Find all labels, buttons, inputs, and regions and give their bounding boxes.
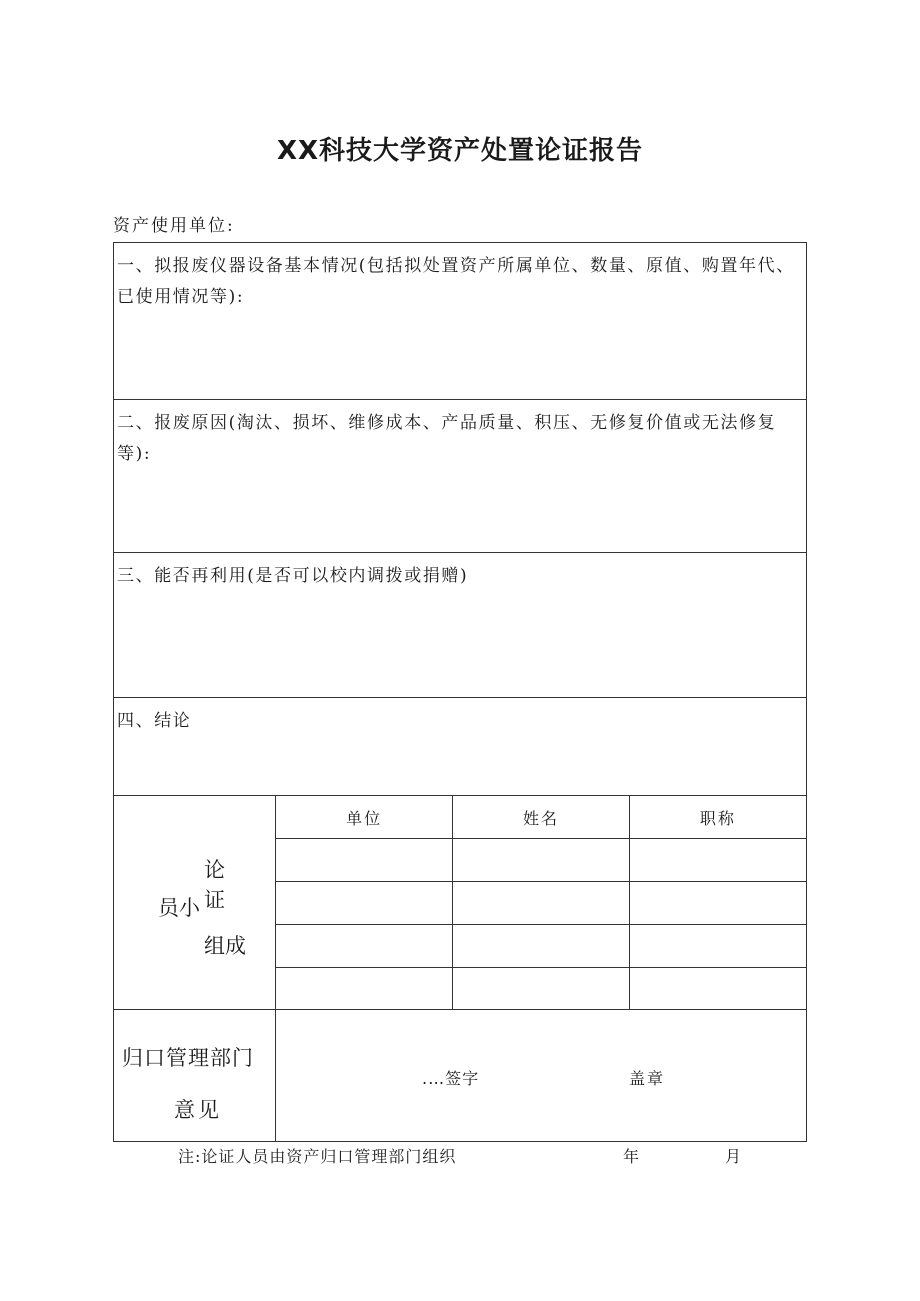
asset-unit-label: 资产使用单位:: [113, 216, 235, 236]
department-opinion: [113, 1009, 807, 1142]
section-conclusion[interactable]: [113, 697, 807, 795]
review-group-label-line2: 员小: [158, 896, 200, 920]
section-reuse-label: 三、能否再利用(是否可以校内调拨或捐赠): [117, 566, 469, 586]
cell-unit[interactable]: [276, 882, 453, 925]
section-reuse[interactable]: [113, 552, 807, 697]
section-scrap-reason[interactable]: [113, 399, 807, 552]
seal-field[interactable]: 盖章: [629, 1069, 666, 1088]
department-opinion-label: [114, 1010, 276, 1141]
section-basic-info-label: 一、拟报废仪器设备基本情况(包括拟处置资产所属单位、数量、原值、购置年代、已使用情况等):: [117, 256, 795, 307]
signature-field[interactable]: .…签字: [422, 1069, 480, 1088]
cell-name[interactable]: [453, 839, 630, 882]
review-group-label-line1: 论证: [204, 858, 245, 912]
cell-unit[interactable]: [276, 968, 453, 1011]
header-title: 职称: [629, 796, 806, 839]
review-group-table: [276, 796, 806, 1010]
header-name: 姓名: [453, 796, 630, 839]
department-opinion-label-line2: 意见: [174, 1098, 222, 1122]
cell-name[interactable]: [453, 882, 630, 925]
section-basic-info[interactable]: [113, 242, 807, 399]
header-unit: 单位: [276, 796, 453, 839]
section-scrap-reason-label: 二、报废原因(淘汰、损坏、维修成本、产品质量、积压、无修复价值或无法修复等):: [117, 413, 777, 464]
cell-title[interactable]: [629, 839, 806, 882]
department-opinion-label-line1: 归口管理部门: [122, 1046, 254, 1070]
table-row: [276, 839, 806, 882]
table-header-row: [276, 796, 806, 839]
table-row: [276, 925, 806, 968]
review-group-label-line3: 组成: [204, 934, 246, 958]
table-row: [276, 968, 806, 1011]
cell-title[interactable]: [629, 925, 806, 968]
review-group: [113, 795, 807, 1009]
cell-name[interactable]: [453, 968, 630, 1011]
cell-unit[interactable]: [276, 839, 453, 882]
cell-title[interactable]: [629, 882, 806, 925]
table-row: [276, 882, 806, 925]
footnote-month: 月: [725, 1147, 742, 1166]
cell-name[interactable]: [453, 925, 630, 968]
footnote-year: 年: [623, 1147, 640, 1166]
cell-title[interactable]: [629, 968, 806, 1011]
footnote: 注:论证人员由资产归口管理部门组织: [178, 1147, 457, 1166]
review-group-label: [114, 796, 276, 1010]
page-title: XX科技大学资产处置论证报告: [276, 136, 644, 166]
section-conclusion-label: 四、结论: [117, 711, 192, 731]
cell-unit[interactable]: [276, 925, 453, 968]
